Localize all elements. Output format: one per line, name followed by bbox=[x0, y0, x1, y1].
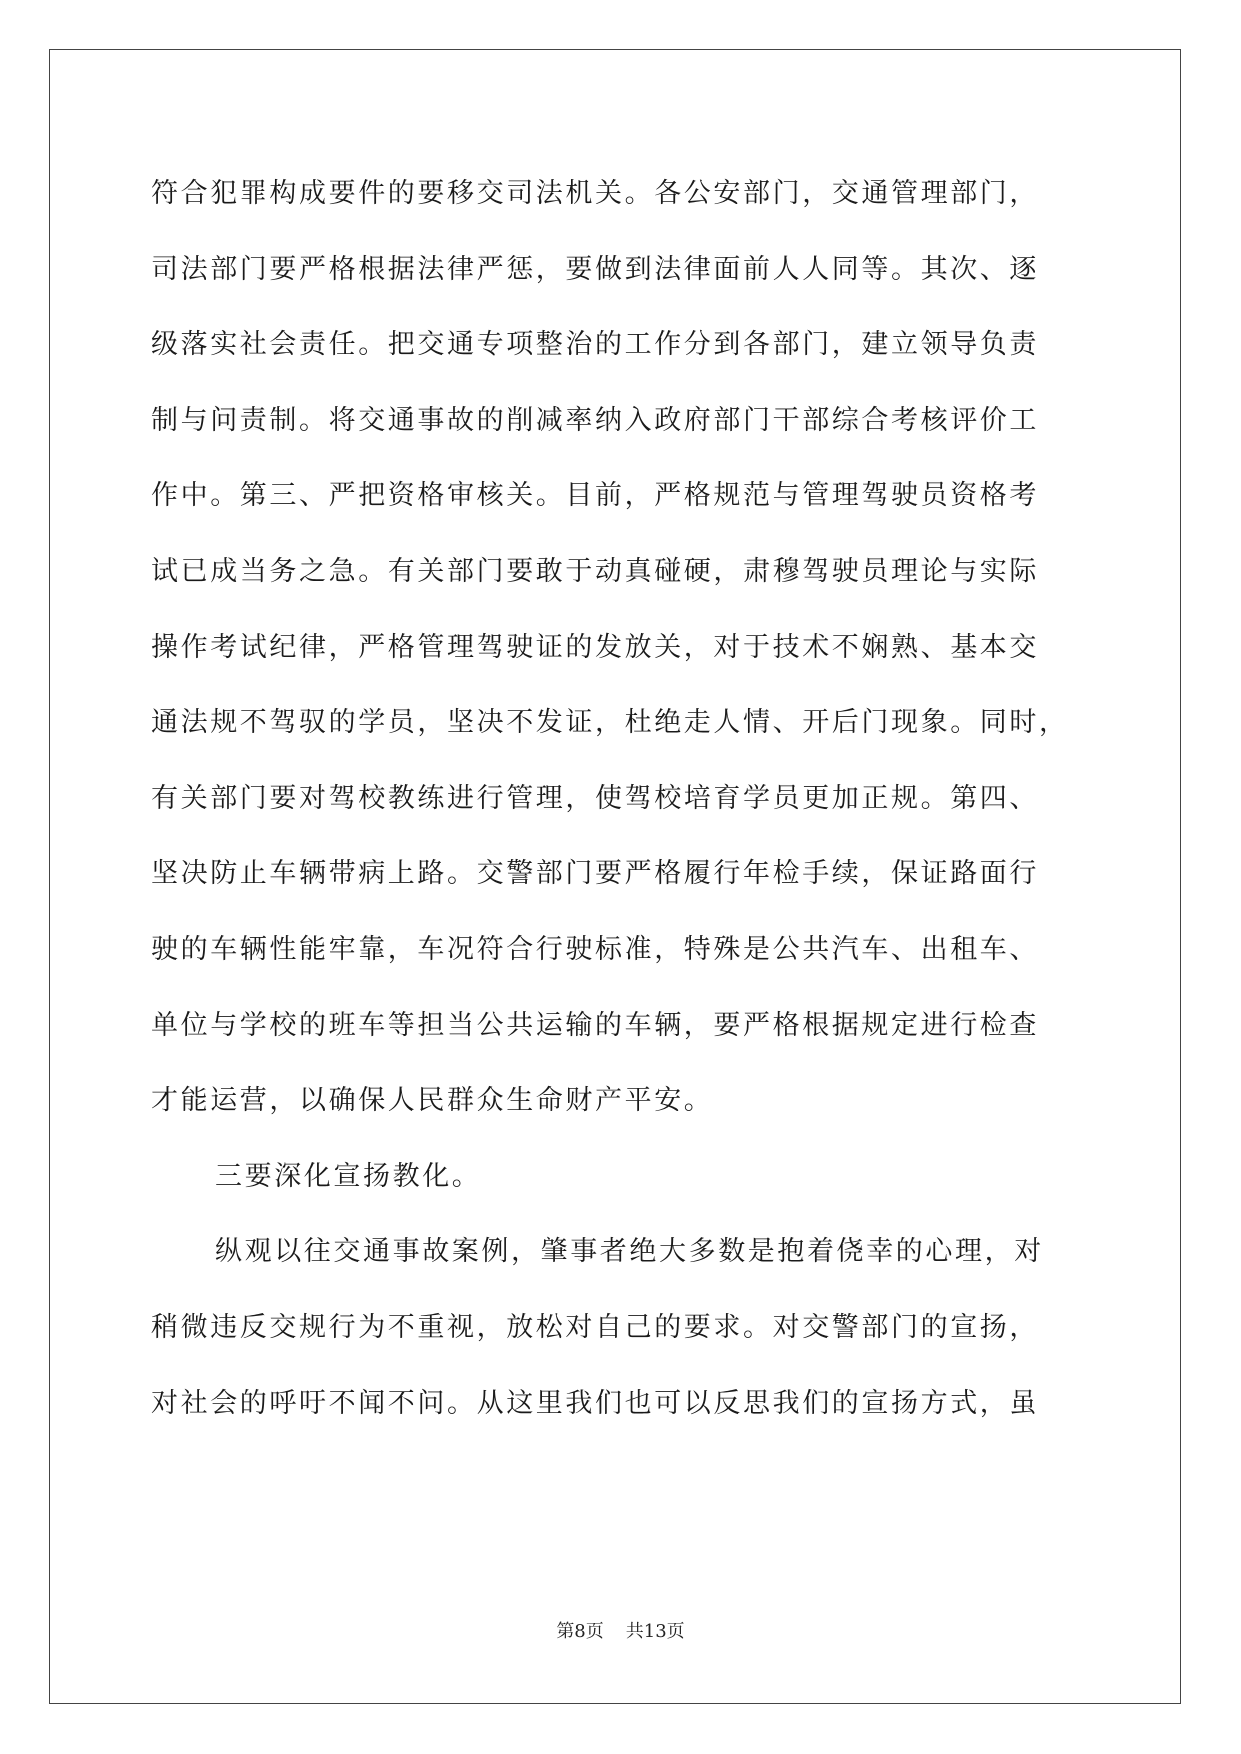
text-line: 坚决防止车辆带病上路。交警部门要严格履行年检手续，保证路面行 bbox=[151, 858, 1039, 890]
text-line: 单位与学校的班车等担当公共运输的车辆，要严格根据规定进行检查 bbox=[151, 1009, 1039, 1041]
text-line: 有关部门要对驾校教练进行管理，使驾校培育学员更加正规。第四、 bbox=[151, 782, 1039, 814]
text-line: 操作考试纪律，严格管理驾驶证的发放关，对于技术不娴熟、基本交 bbox=[151, 631, 1039, 663]
paragraph-first-line: 纵观以往交通事故案例，肇事者绝大多数是抱着侥幸的心理，对 bbox=[215, 1236, 1044, 1268]
text-line: 试已成当务之急。有关部门要敢于动真碰硬，肃穆驾驶员理论与实际 bbox=[151, 555, 1039, 587]
page-number: 第8页 bbox=[556, 1621, 604, 1642]
text-line: 级落实社会责任。把交通专项整治的工作分到各部门，建立领导负责 bbox=[151, 329, 1039, 361]
text-line: 稍微违反交规行为不重视，放松对自己的要求。对交警部门的宣扬， bbox=[151, 1311, 1039, 1343]
text-line: 对社会的呼吁不闻不问。从这里我们也可以反思我们的宣扬方式，虽 bbox=[151, 1387, 1039, 1419]
text-line: 符合犯罪构成要件的要移交司法机关。各公安部门，交通管理部门， bbox=[151, 178, 1039, 209]
text-line: 驶的车辆性能牢靠，车况符合行驶标准，特殊是公共汽车、出租车、 bbox=[151, 933, 1039, 965]
text-line: 才能运营，以确保人民群众生命财产平安。 bbox=[151, 1085, 714, 1117]
document-body bbox=[151, 156, 1091, 1441]
text-line: 司法部门要严格根据法律严惩，要做到法律面前人人同等。其次、逐 bbox=[151, 253, 1039, 285]
text-line: 制与问责制。将交通事故的削减率纳入政府部门干部综合考核评价工 bbox=[151, 404, 1039, 436]
text-line: 通法规不驾驭的学员，坚决不发证，杜绝走人情、开后门现象。同时， bbox=[151, 707, 1069, 739]
page-total: 共13页 bbox=[625, 1621, 685, 1642]
section-heading: 三要深化宣扬教化。 bbox=[215, 1160, 482, 1192]
page-footer bbox=[0, 1620, 1241, 1644]
text-line: 作中。第三、严把资格审核关。目前，严格规范与管理驾驶员资格考 bbox=[151, 480, 1039, 512]
